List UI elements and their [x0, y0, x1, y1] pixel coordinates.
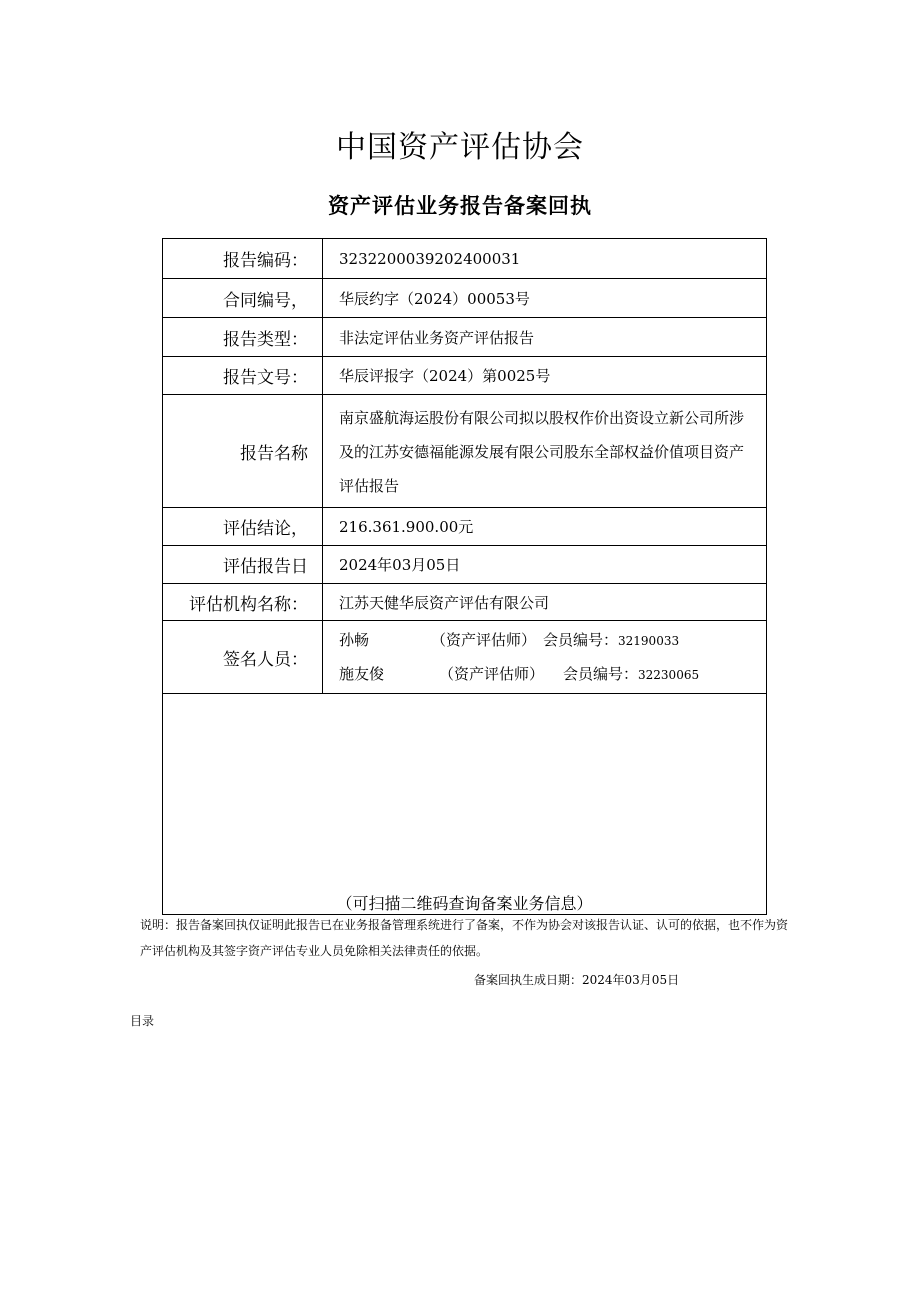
- signer-title: （资产评估师）: [439, 665, 545, 683]
- qr-caption: （可扫描二维码查询备案业务信息）: [336, 894, 593, 913]
- signer-name: 孙畅: [339, 631, 370, 649]
- value-report-type: 非法定评估业务资产评估报告: [323, 318, 767, 357]
- signer-member-no: 32190033: [618, 634, 680, 648]
- label-signers: 签名人员：: [163, 621, 323, 694]
- signer-title: （资产评估师）: [431, 631, 537, 649]
- value-contract-no: 华辰约字（2024）00053号: [323, 279, 767, 318]
- label-report-doc-no: 报告文号：: [163, 357, 323, 395]
- signer-member-no: 32230065: [638, 668, 700, 682]
- label-contract-no: 合同编号，: [163, 279, 323, 318]
- value-report-doc-no: 华辰评报字（2024）第0025号: [323, 357, 767, 395]
- label-report-code: 报告编码：: [163, 239, 323, 279]
- row-agency: [163, 584, 767, 621]
- signer-entry: [339, 623, 766, 657]
- organization-title: 中国资产评估协会: [336, 130, 584, 165]
- document-title: 资产评估业务报告备案回执: [328, 194, 592, 218]
- toc-heading: 目录: [130, 1014, 155, 1028]
- disclaimer-note: 说明：报告备案回执仅证明此报告已在业务报备管理系统进行了备案，不作为协会对该报告认证、认可的依据，也不作为资产评估机构及其签字资产评估专业人员免除相关法律责任的依据。: [140, 918, 789, 958]
- signer-name: 施友俊: [339, 665, 385, 683]
- row-report-name: [163, 395, 767, 508]
- value-conclusion: 216.361.900.00元: [323, 508, 767, 546]
- generated-date: 备案回执生成日期：2024年03月05日: [474, 973, 680, 987]
- label-report-type: 报告类型：: [163, 318, 323, 357]
- value-agency: 江苏天健华辰资产评估有限公司: [323, 584, 767, 621]
- row-report-doc-no: [163, 357, 767, 395]
- signer-entry: [339, 657, 766, 691]
- filing-receipt-table: [162, 238, 767, 915]
- label-report-date: 评估报告日: [163, 546, 323, 584]
- row-report-code: [163, 239, 767, 279]
- row-signers: [163, 621, 767, 694]
- value-report-name: 南京盛航海运股份有限公司拟以股权作价出资设立新公司所涉及的江苏安德福能源发展有限公司股东全部权益价值项目资产评估报告: [339, 409, 745, 495]
- value-report-date: 2024年03月05日: [323, 546, 767, 584]
- row-report-type: [163, 318, 767, 357]
- row-conclusion: [163, 508, 767, 546]
- value-report-code: 3232200039202400031: [323, 239, 767, 279]
- row-report-date: [163, 546, 767, 584]
- label-report-name: 报告名称: [163, 395, 323, 508]
- label-agency: 评估机构名称：: [163, 584, 323, 621]
- label-conclusion: 评估结论，: [163, 508, 323, 546]
- signer-member-label: 会员编号：: [563, 665, 639, 683]
- signer-member-label: 会员编号：: [543, 631, 619, 649]
- row-contract-no: [163, 279, 767, 318]
- row-qr-area: [163, 694, 767, 915]
